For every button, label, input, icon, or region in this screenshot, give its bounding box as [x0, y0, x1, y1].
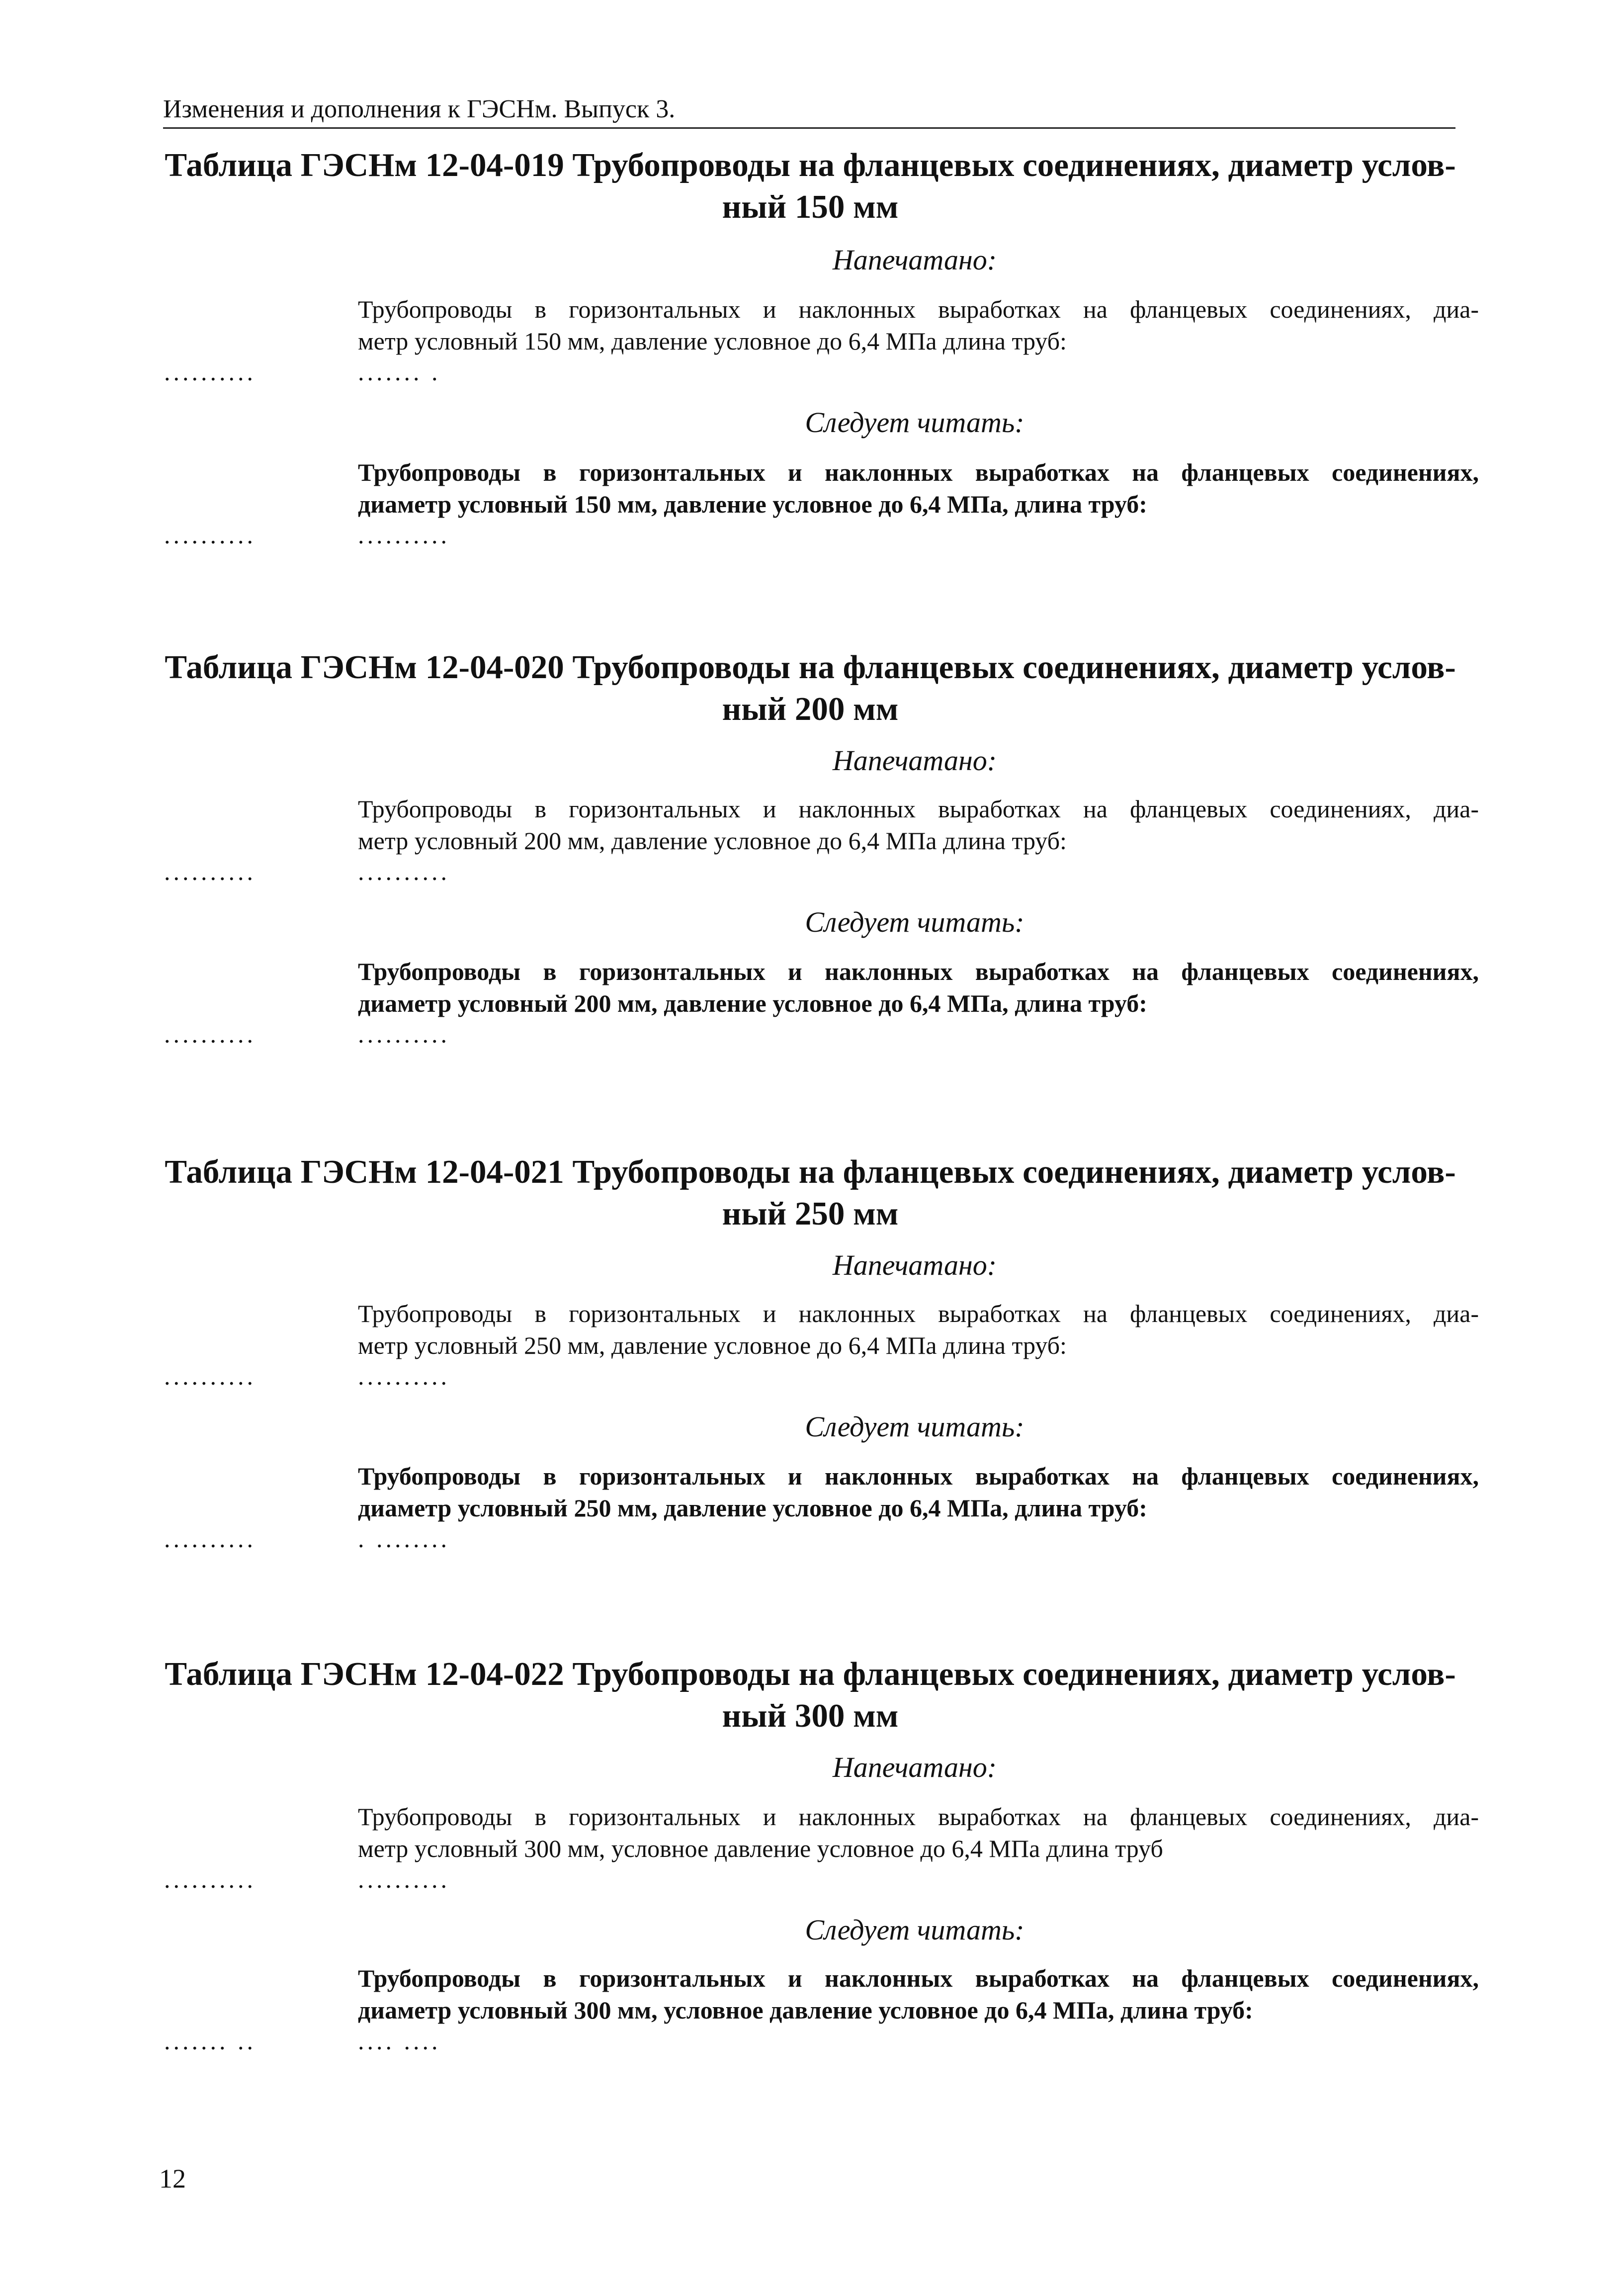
should-read-label: Следует читать:: [805, 1410, 1025, 1443]
should-read-text-line-1: Трубопроводы в горизонтальных и наклонных выработках на фланцевых соединениях,: [358, 1964, 1479, 1992]
section-title-line-2: ный 200 мм: [722, 691, 899, 727]
printed-dots-left: ..........: [164, 858, 256, 885]
should-read-text-line-2: диаметр условный 200 мм, давление условное до 6,4 МПа, длина труб:: [358, 989, 1147, 1017]
printed-dots-left: ..........: [164, 1362, 256, 1390]
should-read-dots-right: ..........: [358, 521, 450, 549]
section-title: [159, 1151, 1461, 1234]
should-read-text: [358, 956, 1479, 1019]
printed-text-line-1: Трубопроводы в горизонтальных и наклонных выработках на фланцевых соединениях, диа-: [358, 1803, 1479, 1831]
printed-text-line-2: метр условный 200 мм, давление условное до 6,4 МПа длина труб:: [358, 827, 1067, 855]
should-read-label: Следует читать:: [805, 906, 1025, 938]
printed-dots-right: ..........: [358, 1362, 450, 1390]
section-title-line-2: ный 250 мм: [722, 1195, 899, 1232]
should-read-dots-right: . ........: [358, 1525, 450, 1553]
should-read-dots-left: ..........: [164, 521, 256, 549]
printed-label: Напечатано:: [832, 744, 997, 777]
should-read-text-line-1: Трубопроводы в горизонтальных и наклонных выработках на фланцевых соединениях,: [358, 458, 1479, 486]
printed-text: [358, 1801, 1479, 1864]
printed-dots-left: ..........: [164, 1865, 256, 1893]
should-read-text-line-1: Трубопроводы в горизонтальных и наклонных выработках на фланцевых соединениях,: [358, 1462, 1479, 1490]
section-title-line-1: Таблица ГЭСНм 12-04-020 Трубопроводы на фланцевых соединениях, диаметр услов-: [165, 649, 1456, 686]
printed-text-line-2: метр условный 150 мм, давление условное до 6,4 МПа длина труб:: [358, 327, 1067, 355]
should-read-text: [358, 1962, 1479, 2026]
should-read-label: Следует читать:: [805, 1914, 1025, 1946]
should-read-text-line-2: диаметр условный 300 мм, условное давление условное до 6,4 МПа, длина труб:: [358, 1996, 1253, 2024]
should-read-text-line-2: диаметр условный 150 мм, давление условное до 6,4 МПа, длина труб:: [358, 490, 1147, 518]
printed-text-line-1: Трубопроводы в горизонтальных и наклонных выработках на фланцевых соединениях, диа-: [358, 295, 1479, 323]
section-title: [159, 144, 1461, 228]
page-number: 12: [159, 2164, 186, 2194]
section-title-line-1: Таблица ГЭСНм 12-04-021 Трубопроводы на фланцевых соединениях, диаметр услов-: [165, 1153, 1456, 1190]
should-read-text: [358, 1460, 1479, 1524]
printed-text: [358, 293, 1479, 357]
section-title-line-2: ный 300 мм: [722, 1697, 899, 1734]
should-read-label: Следует читать:: [805, 406, 1025, 439]
printed-dots-right: ..........: [358, 858, 450, 885]
printed-dots-left: ..........: [164, 358, 256, 386]
section-title-line-2: ный 150 мм: [722, 188, 899, 225]
printed-label: Напечатано:: [832, 244, 997, 276]
should-read-dots-left: ..........: [164, 1020, 256, 1048]
printed-text-line-1: Трубопроводы в горизонтальных и наклонных выработках на фланцевых соединениях, диа-: [358, 795, 1479, 823]
printed-text: [358, 793, 1479, 857]
printed-dots-right: ....... .: [358, 358, 441, 386]
running-header: Изменения и дополнения к ГЭСНм. Выпуск 3.: [163, 93, 1455, 129]
should-read-text: [358, 456, 1479, 520]
printed-label: Напечатано:: [832, 1249, 997, 1281]
should-read-dots-right: .... ....: [358, 2027, 441, 2055]
should-read-text-line-2: диаметр условный 250 мм, давление условное до 6,4 МПа, длина труб:: [358, 1494, 1147, 1522]
printed-text-line-1: Трубопроводы в горизонтальных и наклонных выработках на фланцевых соединениях, диа-: [358, 1300, 1479, 1327]
printed-dots-right: ..........: [358, 1865, 450, 1893]
printed-text-line-2: метр условный 250 мм, давление условное до 6,4 МПа длина труб:: [358, 1331, 1067, 1359]
should-read-dots-left: ..........: [164, 1525, 256, 1553]
printed-text: [358, 1298, 1479, 1361]
should-read-dots-right: ..........: [358, 1020, 450, 1048]
section-title-line-1: Таблица ГЭСНм 12-04-019 Трубопроводы на фланцевых соединениях, диаметр услов-: [165, 147, 1456, 183]
section-title: [159, 646, 1461, 730]
printed-label: Напечатано:: [832, 1751, 997, 1783]
printed-text-line-2: метр условный 300 мм, условное давление условное до 6,4 МПа длина труб: [358, 1835, 1163, 1862]
section-title-line-1: Таблица ГЭСНм 12-04-022 Трубопроводы на фланцевых соединениях, диаметр услов-: [165, 1656, 1456, 1692]
should-read-dots-left: ....... ..: [164, 2027, 256, 2055]
should-read-text-line-1: Трубопроводы в горизонтальных и наклонных выработках на фланцевых соединениях,: [358, 958, 1479, 985]
section-title: [159, 1653, 1461, 1737]
